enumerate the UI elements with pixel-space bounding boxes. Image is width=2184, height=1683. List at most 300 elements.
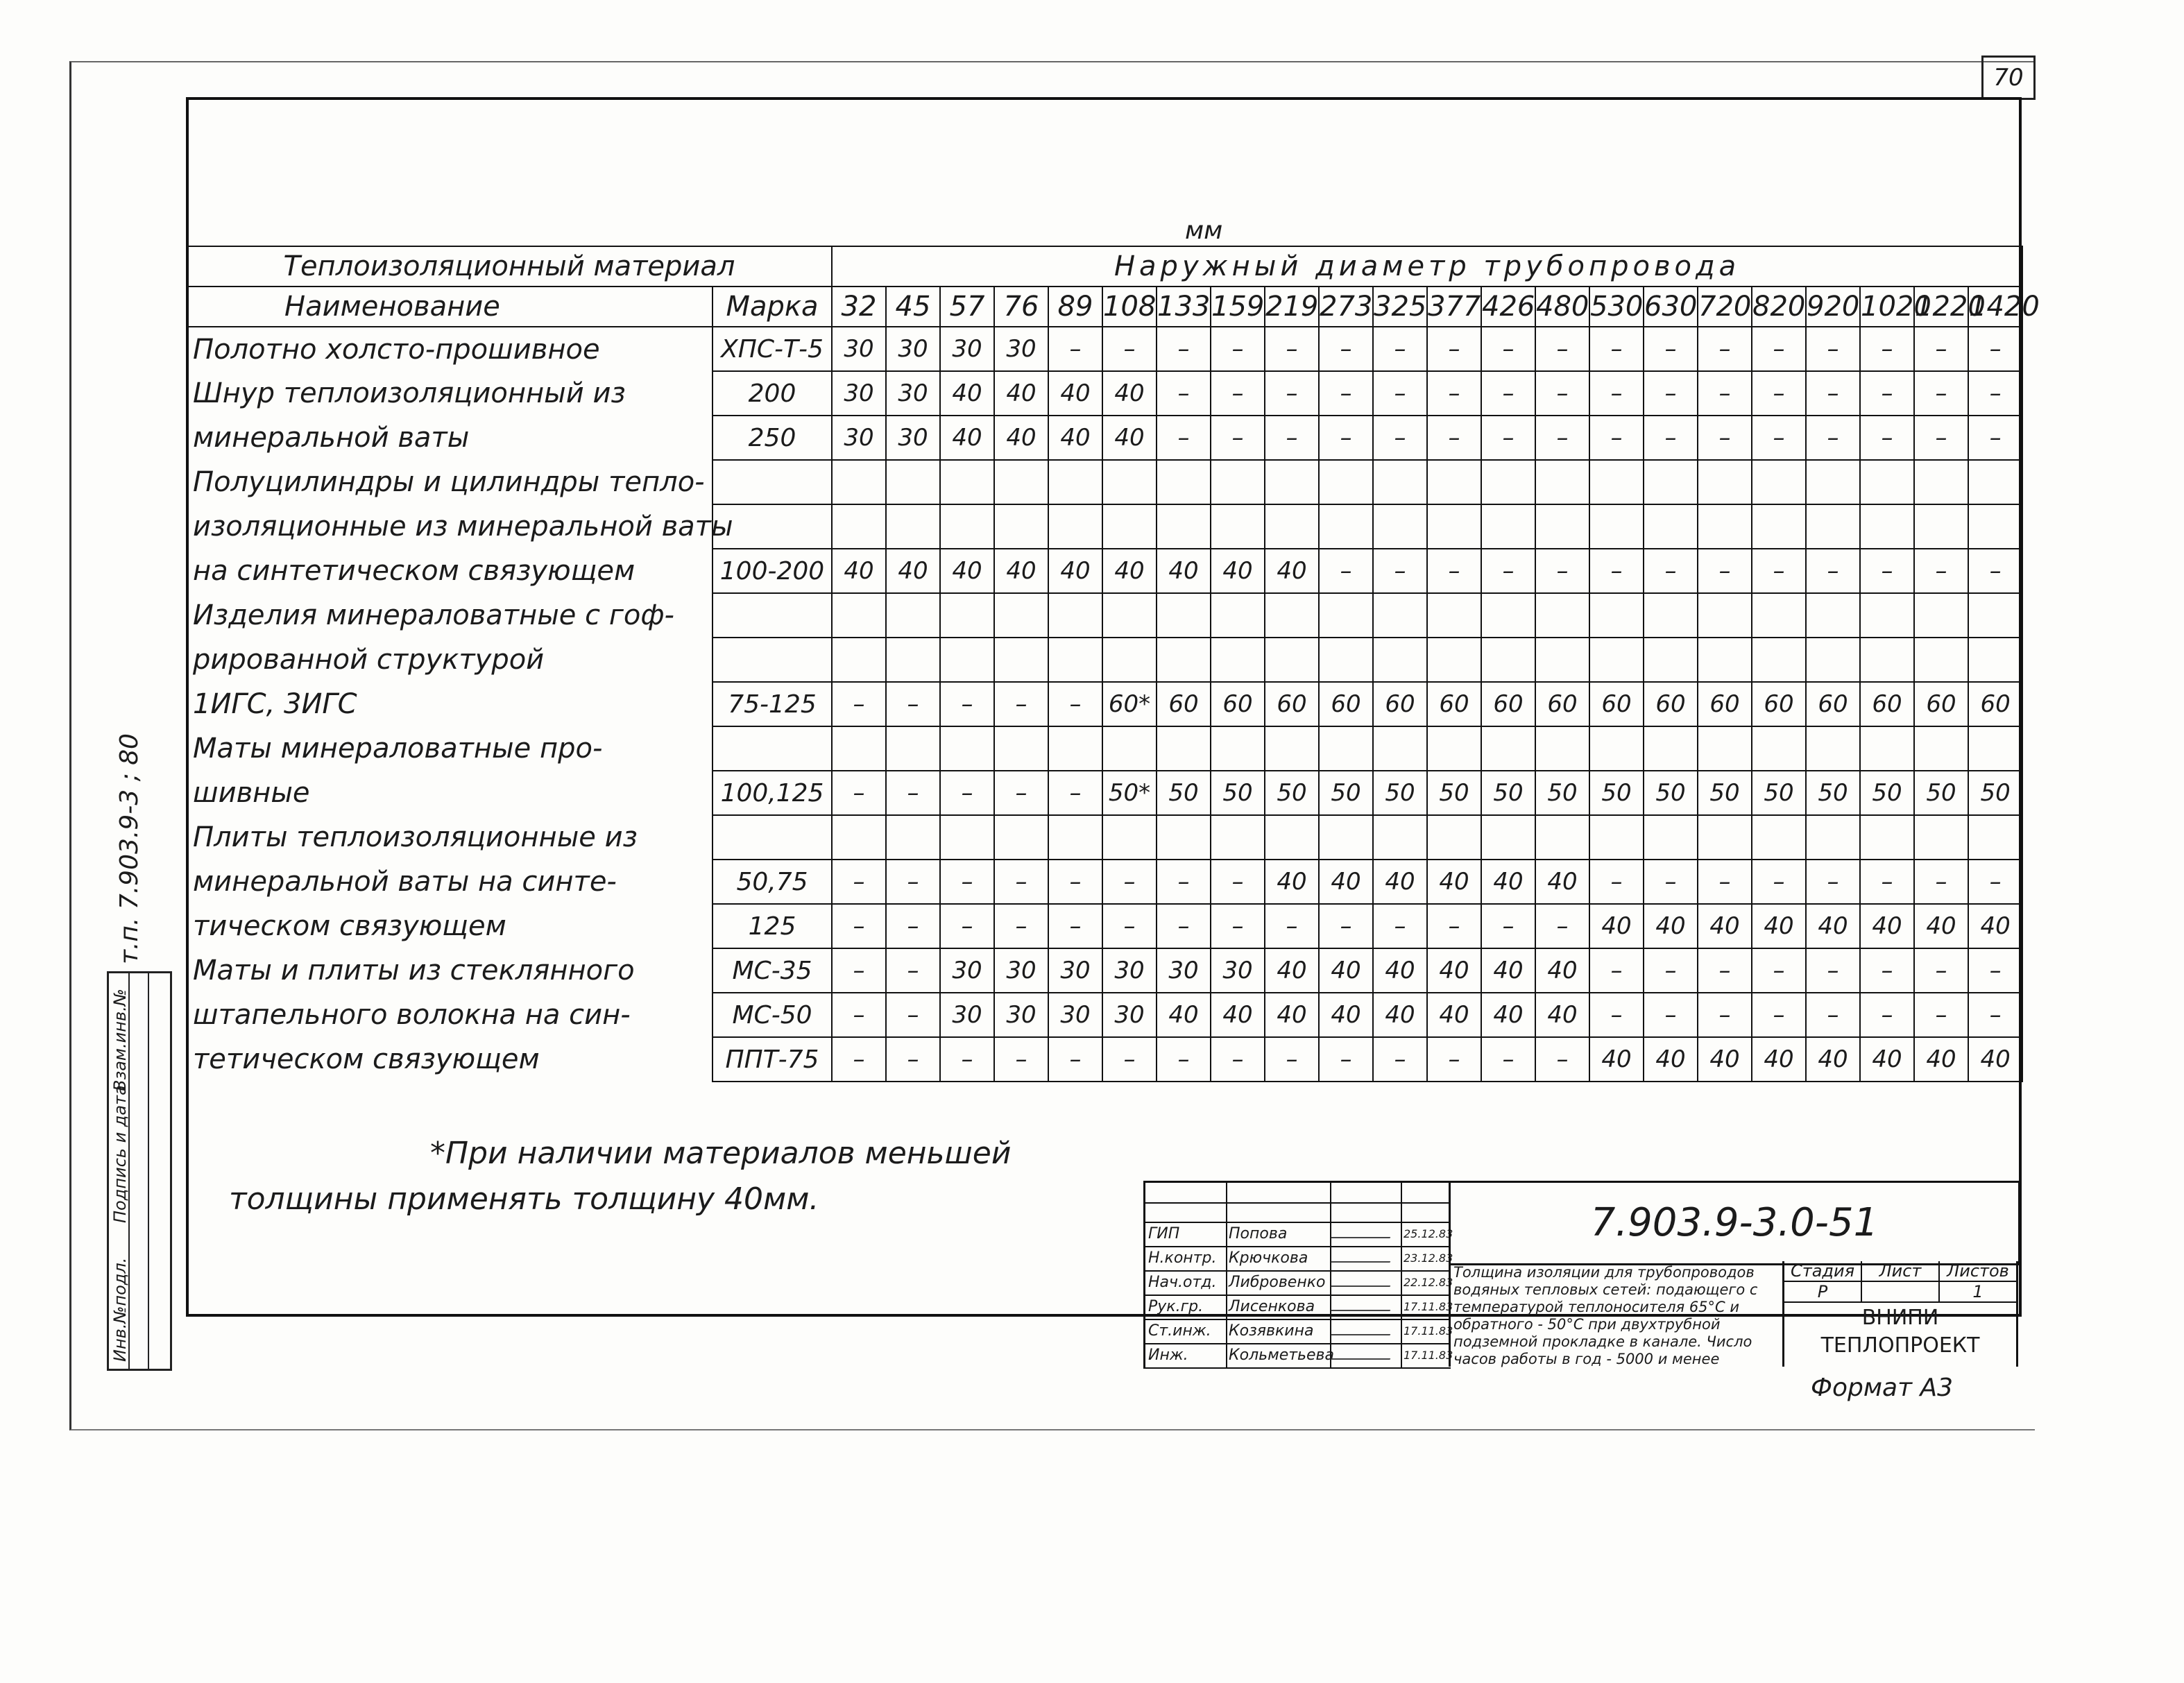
thickness-cell: –	[1752, 416, 1806, 460]
thickness-cell: –	[940, 1037, 994, 1082]
thickness-cell: –	[1698, 416, 1752, 460]
thickness-cell: 40	[1481, 993, 1535, 1037]
thickness-cell	[1535, 815, 1589, 860]
staff-role: Н.контр.	[1148, 1249, 1217, 1267]
staff-date: 17.11.83	[1404, 1349, 1453, 1362]
thickness-cell: –	[886, 948, 940, 993]
staff-role: Нач.отд.	[1148, 1274, 1217, 1291]
thickness-cell	[1914, 593, 1968, 638]
thickness-cell	[1048, 726, 1102, 771]
thickness-cell	[1319, 726, 1373, 771]
diameter-header-426: 426	[1481, 287, 1535, 327]
thickness-cell: 30	[832, 416, 886, 460]
diameter-header-45: 45	[886, 287, 940, 327]
staff-name: Попова	[1229, 1225, 1288, 1242]
thickness-cell: 40	[940, 549, 994, 593]
thickness-cell	[1644, 726, 1698, 771]
thickness-cell: –	[1589, 993, 1644, 1037]
thickness-cell	[1914, 815, 1968, 860]
thickness-cell: –	[832, 771, 886, 815]
thickness-cell: –	[1589, 860, 1644, 904]
thickness-cell: –	[1157, 327, 1211, 371]
title-block	[1143, 1181, 2016, 1367]
thickness-cell: –	[1319, 549, 1373, 593]
thickness-cell	[886, 593, 940, 638]
thickness-cell: –	[1806, 993, 1860, 1037]
thickness-cell	[994, 593, 1048, 638]
thickness-cell	[1048, 504, 1102, 549]
thickness-cell: –	[1102, 904, 1157, 948]
thickness-cell	[886, 504, 940, 549]
table-row	[187, 327, 2022, 371]
thickness-cell	[886, 815, 940, 860]
thickness-cell: 40	[832, 549, 886, 593]
thickness-cell: 40	[1806, 904, 1860, 948]
thickness-cell: 60	[1157, 682, 1211, 726]
material-name: изоляционные из минеральной ваты	[187, 504, 713, 549]
thickness-cell: –	[1698, 948, 1752, 993]
table-row	[187, 638, 2022, 682]
thickness-cell: 40	[1752, 904, 1806, 948]
thickness-cell: –	[1427, 416, 1481, 460]
thickness-cell	[1102, 460, 1157, 504]
thickness-cell	[1319, 815, 1373, 860]
thickness-cell	[886, 638, 940, 682]
material-name: рированной структурой	[187, 638, 713, 682]
thickness-cell: –	[1481, 416, 1535, 460]
thickness-cell	[1427, 815, 1481, 860]
staff-row	[1145, 1270, 1451, 1296]
thickness-cell: 50	[1265, 771, 1319, 815]
table-row	[187, 371, 2022, 416]
thickness-cell: 60	[1481, 682, 1535, 726]
thickness-cell	[1806, 593, 1860, 638]
thickness-cell	[994, 815, 1048, 860]
staff-role: Инж.	[1148, 1347, 1188, 1364]
thickness-cell	[1589, 593, 1644, 638]
thickness-cell: –	[1860, 371, 1914, 416]
signature-scribble	[1331, 1350, 1393, 1360]
diameter-group-header: Наружный диаметр трубопровода	[832, 246, 2022, 287]
thickness-cell: –	[1102, 1037, 1157, 1082]
thickness-cell: –	[1589, 549, 1644, 593]
thickness-cell	[1968, 460, 2022, 504]
thickness-cell	[1481, 460, 1535, 504]
signature-scribble	[1331, 1277, 1393, 1287]
thickness-cell: 50	[1157, 771, 1211, 815]
thickness-cell: –	[1265, 1037, 1319, 1082]
table-row	[187, 771, 2022, 815]
thickness-cell	[1589, 726, 1644, 771]
thickness-cell	[1481, 638, 1535, 682]
thickness-cell: –	[1914, 549, 1968, 593]
thickness-cell: –	[1806, 948, 1860, 993]
thickness-cell: –	[1265, 327, 1319, 371]
thickness-cell: –	[1481, 327, 1535, 371]
thickness-cell	[1644, 504, 1698, 549]
material-name: Маты минераловатные про-	[187, 726, 713, 771]
thickness-cell: –	[1968, 993, 2022, 1037]
thickness-cell	[1157, 504, 1211, 549]
thickness-cell: 40	[1535, 993, 1589, 1037]
material-grade	[713, 593, 832, 638]
staff-name: Кольметьева	[1229, 1347, 1335, 1364]
thickness-cell: 40	[1319, 993, 1373, 1037]
thickness-cell	[1265, 504, 1319, 549]
thickness-cell: 30	[994, 327, 1048, 371]
thickness-cell: 60*	[1102, 682, 1157, 726]
staff-role: ГИП	[1148, 1225, 1180, 1242]
thickness-cell	[1968, 815, 2022, 860]
thickness-cell: –	[1373, 904, 1427, 948]
thickness-cell	[1968, 504, 2022, 549]
thickness-cell: –	[1914, 948, 1968, 993]
material-grade: МС-50	[713, 993, 832, 1037]
thickness-cell	[1589, 638, 1644, 682]
thickness-cell	[1373, 504, 1427, 549]
thickness-cell: –	[886, 771, 940, 815]
thickness-cell: –	[1860, 860, 1914, 904]
thickness-cell	[832, 504, 886, 549]
thickness-cell: –	[1589, 948, 1644, 993]
thickness-cell: 50	[1589, 771, 1644, 815]
thickness-cell: –	[886, 993, 940, 1037]
thickness-cell: 40	[1373, 948, 1427, 993]
thickness-cell	[1698, 504, 1752, 549]
thickness-cell: –	[1319, 416, 1373, 460]
thickness-cell: 50	[1373, 771, 1427, 815]
thickness-cell: 40	[1265, 860, 1319, 904]
table-row	[187, 682, 2022, 726]
thickness-cell: –	[1806, 549, 1860, 593]
thickness-cell: –	[1752, 993, 1806, 1037]
thickness-cell	[1806, 815, 1860, 860]
table-row	[187, 460, 2022, 504]
thickness-cell: 30	[1048, 948, 1102, 993]
diameter-header-32: 32	[832, 287, 886, 327]
thickness-cell: –	[1752, 948, 1806, 993]
thickness-cell	[1373, 460, 1427, 504]
thickness-cell: 40	[1265, 948, 1319, 993]
material-grade	[713, 460, 832, 504]
thickness-cell	[1968, 726, 2022, 771]
thickness-cell	[940, 726, 994, 771]
thickness-cell: 40	[886, 549, 940, 593]
thickness-cell: –	[1968, 416, 2022, 460]
thickness-cell: –	[1157, 860, 1211, 904]
thickness-cell: –	[1914, 860, 1968, 904]
thickness-cell	[886, 726, 940, 771]
thickness-cell: 40	[994, 371, 1048, 416]
sheets-value: 1	[1940, 1282, 2016, 1303]
thickness-cell	[832, 593, 886, 638]
thickness-cell	[1968, 638, 2022, 682]
thickness-cell: 40	[1048, 416, 1102, 460]
thickness-cell: –	[1157, 904, 1211, 948]
thickness-cell	[1914, 460, 1968, 504]
thickness-cell	[1211, 593, 1265, 638]
thickness-cell: 60	[1589, 682, 1644, 726]
staff-date: 25.12.83	[1404, 1227, 1453, 1240]
thickness-cell: –	[994, 682, 1048, 726]
thickness-cell	[1211, 460, 1265, 504]
thickness-cell	[1373, 726, 1427, 771]
thickness-cell: –	[1157, 371, 1211, 416]
thickness-cell: 40	[1914, 1037, 1968, 1082]
thickness-cell	[1102, 638, 1157, 682]
thickness-cell	[1914, 726, 1968, 771]
thickness-cell: –	[1373, 1037, 1427, 1082]
thickness-cell	[1535, 638, 1589, 682]
thickness-cell	[1048, 593, 1102, 638]
thickness-cell: –	[994, 904, 1048, 948]
thickness-cell: 40	[1157, 549, 1211, 593]
thickness-cell: 40	[940, 371, 994, 416]
thickness-cell	[1914, 638, 1968, 682]
stage-block	[1784, 1261, 2018, 1367]
thickness-cell: –	[1535, 1037, 1589, 1082]
thickness-cell: –	[832, 948, 886, 993]
thickness-cell: 30	[994, 948, 1048, 993]
thickness-cell	[1427, 638, 1481, 682]
grade-column-header: Марка	[713, 287, 832, 327]
diameter-header-1220: 1220	[1914, 287, 1968, 327]
thickness-cell: –	[832, 904, 886, 948]
thickness-cell: –	[1860, 948, 1914, 993]
thickness-cell: 40	[1535, 948, 1589, 993]
thickness-cell	[1535, 504, 1589, 549]
thickness-cell: –	[1535, 416, 1589, 460]
thickness-cell: –	[1427, 371, 1481, 416]
diameter-header-89: 89	[1048, 287, 1102, 327]
thickness-cell: –	[1427, 327, 1481, 371]
thickness-cell: 50	[1535, 771, 1589, 815]
thickness-cell	[1102, 726, 1157, 771]
thickness-cell	[1102, 593, 1157, 638]
thickness-cell: –	[1427, 1037, 1481, 1082]
thickness-cell: –	[886, 904, 940, 948]
signature	[1333, 1222, 1398, 1246]
thickness-cell: –	[940, 771, 994, 815]
thickness-cell	[1211, 504, 1265, 549]
name-column-header: Наименование	[187, 287, 713, 327]
thickness-cell: –	[1644, 327, 1698, 371]
thickness-cell	[1048, 815, 1102, 860]
material-name: Плиты теплоизоляционные из	[187, 815, 713, 860]
thickness-cell: –	[1048, 682, 1102, 726]
thickness-cell	[1481, 504, 1535, 549]
thickness-cell: –	[1698, 371, 1752, 416]
thickness-cell: 50	[1914, 771, 1968, 815]
thickness-cell: 50	[1481, 771, 1535, 815]
thickness-cell: 40	[1319, 948, 1373, 993]
material-group-header: Теплоизоляционный материал	[187, 246, 832, 287]
thickness-cell	[1752, 593, 1806, 638]
thickness-cell: 40	[1806, 1037, 1860, 1082]
thickness-cell	[1157, 460, 1211, 504]
thickness-cell: –	[1211, 327, 1265, 371]
table-row	[187, 815, 2022, 860]
thickness-cell	[1373, 815, 1427, 860]
diameter-header-480: 480	[1535, 287, 1589, 327]
thickness-cell	[832, 726, 886, 771]
thickness-cell: 60	[1211, 682, 1265, 726]
thickness-cell: 60	[1373, 682, 1427, 726]
thickness-cell: –	[1752, 327, 1806, 371]
thickness-cell: –	[1535, 371, 1589, 416]
thickness-cell	[1102, 815, 1157, 860]
side-stamp-inv-label: Инв.№подл.	[110, 1257, 130, 1362]
footnote-line-1: *При наличии материалов меньшей	[430, 1136, 1012, 1171]
thickness-cell: –	[1698, 860, 1752, 904]
thickness-cell: –	[1319, 371, 1373, 416]
material-name: тическом связующем	[187, 904, 713, 948]
thickness-cell: –	[1102, 327, 1157, 371]
thickness-cell: 50	[1968, 771, 2022, 815]
thickness-cell	[1589, 504, 1644, 549]
thickness-cell	[1319, 638, 1373, 682]
thickness-cell: 40	[1968, 1037, 2022, 1082]
thickness-cell: 30	[832, 371, 886, 416]
thickness-cell: 50*	[1102, 771, 1157, 815]
thickness-cell: 40	[1698, 1037, 1752, 1082]
thickness-cell: –	[1157, 416, 1211, 460]
thickness-cell: 40	[1698, 904, 1752, 948]
thickness-cell	[1373, 638, 1427, 682]
thickness-cell: –	[1319, 327, 1373, 371]
thickness-cell	[1427, 504, 1481, 549]
thickness-cell: 40	[1102, 371, 1157, 416]
thickness-cell: –	[1860, 327, 1914, 371]
thickness-cell	[1644, 638, 1698, 682]
thickness-cell	[940, 815, 994, 860]
thickness-cell: –	[1481, 549, 1535, 593]
thickness-cell: 50	[1427, 771, 1481, 815]
thickness-cell: 40	[1102, 549, 1157, 593]
diameter-header-159: 159	[1211, 287, 1265, 327]
material-grade: МС-35	[713, 948, 832, 993]
thickness-cell: –	[1481, 904, 1535, 948]
signature	[1333, 1343, 1398, 1367]
thickness-cell	[1806, 726, 1860, 771]
thickness-cell: –	[1481, 371, 1535, 416]
thickness-cell	[1860, 815, 1914, 860]
thickness-cell	[832, 815, 886, 860]
thickness-cell	[1427, 593, 1481, 638]
table-row	[187, 416, 2022, 460]
thickness-cell	[1589, 815, 1644, 860]
thickness-cell: –	[1589, 371, 1644, 416]
blank-row	[1145, 1183, 1451, 1204]
thickness-cell: 60	[1806, 682, 1860, 726]
material-name: Изделия минераловатные с гоф-	[187, 593, 713, 638]
staff-role: Рук.гр.	[1148, 1298, 1204, 1315]
thickness-cell: 60	[1968, 682, 2022, 726]
thickness-cell: 60	[1535, 682, 1589, 726]
paper-format: Формат А3	[1811, 1374, 1954, 1402]
thickness-cell: –	[994, 860, 1048, 904]
staff-date: 23.12.83	[1404, 1251, 1453, 1265]
thickness-cell: –	[1211, 904, 1265, 948]
thickness-cell: 40	[994, 549, 1048, 593]
diameter-header-377: 377	[1427, 287, 1481, 327]
thickness-cell: 30	[886, 416, 940, 460]
thickness-cell: –	[1048, 771, 1102, 815]
thickness-cell: 30	[1102, 948, 1157, 993]
material-name: 1ИГС, 3ИГС	[187, 682, 713, 726]
signature	[1333, 1295, 1398, 1319]
thickness-cell: 40	[1048, 549, 1102, 593]
material-name: минеральной ваты	[187, 416, 713, 460]
table-row	[187, 904, 2022, 948]
thickness-cell: 40	[1644, 1037, 1698, 1082]
thickness-cell	[1211, 638, 1265, 682]
signature-scribble	[1331, 1301, 1393, 1311]
thickness-cell: –	[1752, 549, 1806, 593]
thickness-cell	[940, 638, 994, 682]
thickness-cell: –	[1698, 549, 1752, 593]
thickness-cell: –	[1860, 993, 1914, 1037]
thickness-cell: 40	[1589, 1037, 1644, 1082]
thickness-cell: –	[1211, 1037, 1265, 1082]
table-row	[187, 993, 2022, 1037]
thickness-cell	[1319, 504, 1373, 549]
thickness-cell: –	[1914, 416, 1968, 460]
thickness-cell: –	[1698, 993, 1752, 1037]
table-row	[187, 948, 2022, 993]
thickness-cell: 40	[1265, 993, 1319, 1037]
thickness-cell	[1048, 638, 1102, 682]
thickness-cell: –	[1265, 416, 1319, 460]
diameter-header-108: 108	[1102, 287, 1157, 327]
thickness-cell: –	[1644, 860, 1698, 904]
thickness-cell: –	[1211, 860, 1265, 904]
thickness-cell	[1806, 638, 1860, 682]
thickness-cell	[1319, 593, 1373, 638]
thickness-cell: 30	[1211, 948, 1265, 993]
diameter-header-1020: 1020	[1860, 287, 1914, 327]
stage-value: Р	[1784, 1282, 1862, 1303]
footnote-line-2: толщины применять толщину 40мм.	[229, 1181, 819, 1217]
material-grade: 125	[713, 904, 832, 948]
material-name: минеральной ваты на синте-	[187, 860, 713, 904]
thickness-cell	[1860, 460, 1914, 504]
thickness-cell: 60	[1644, 682, 1698, 726]
thickness-cell	[832, 460, 886, 504]
table-row	[187, 504, 2022, 549]
header-row-groups	[187, 246, 2022, 287]
side-stamp-replace-label: Взам.инв.№	[110, 989, 130, 1091]
thickness-cell	[1698, 593, 1752, 638]
sheet-value	[1862, 1282, 1940, 1303]
thickness-cell: 30	[1102, 993, 1157, 1037]
material-grade: 75-125	[713, 682, 832, 726]
document-code: 7.903.9-3.0-51	[1449, 1181, 2020, 1265]
thickness-cell: 40	[1048, 371, 1102, 416]
thickness-cell: –	[1427, 549, 1481, 593]
diameter-header-133: 133	[1157, 287, 1211, 327]
thickness-cell	[994, 638, 1048, 682]
side-stamp-signature-label: Подпись и дата	[110, 1085, 130, 1223]
thickness-cell	[1698, 638, 1752, 682]
diameter-header-325: 325	[1373, 287, 1427, 327]
thickness-cell: 40	[1535, 860, 1589, 904]
thickness-cell	[1211, 726, 1265, 771]
thickness-cell: 30	[832, 327, 886, 371]
thickness-cell: –	[1265, 904, 1319, 948]
thickness-cell: –	[1698, 327, 1752, 371]
thickness-cell	[1481, 726, 1535, 771]
